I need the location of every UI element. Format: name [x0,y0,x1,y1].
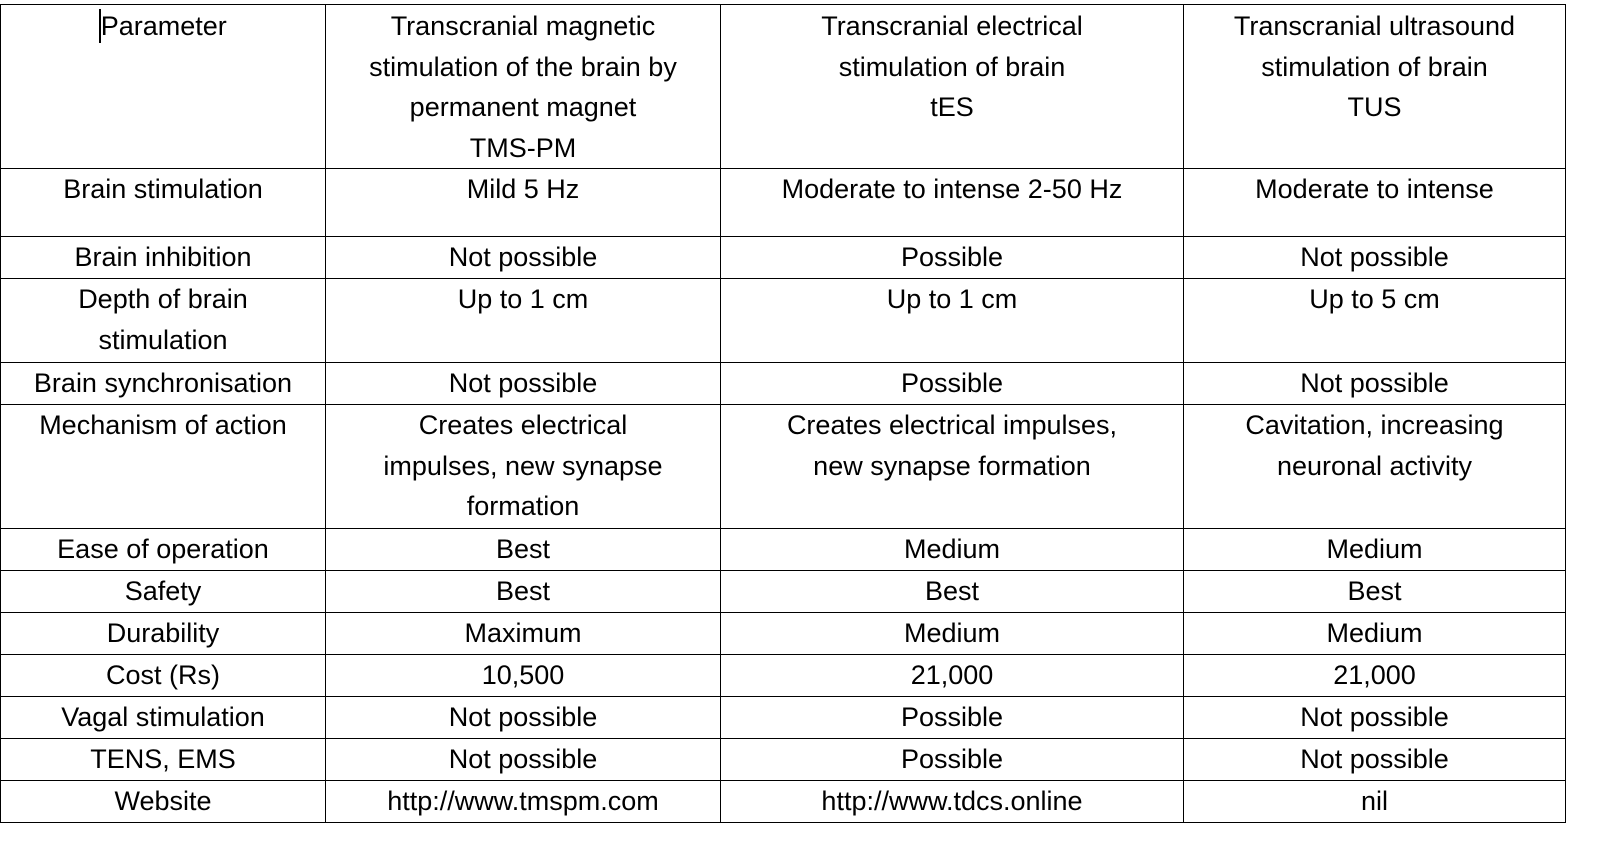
cell-line: Medium [903,534,1001,564]
cell-line: Best [495,576,551,606]
cell-line: Medium [1326,618,1423,648]
table-cell[interactable] [1184,237,1566,279]
table-row [1,279,1566,363]
table-cell[interactable] [721,739,1184,781]
cell-line: Mild 5 Hz [466,174,580,204]
cell-line: Not possible [1300,744,1449,774]
cell-line: Best [1347,576,1402,606]
table-row [1,169,1566,237]
table-cell[interactable] [1184,655,1566,697]
cell-line: new synapse formation [813,450,1091,481]
cell-line: Not possible [448,368,598,398]
table-cell[interactable] [721,169,1184,237]
table-cell[interactable] [1,781,326,823]
cell-line: Maximum [464,618,582,648]
table-cell[interactable] [1184,739,1566,781]
cell-line: http://www.tmspm.com [387,786,659,816]
header-line: tES [930,92,974,122]
table-cell[interactable] [721,279,1184,363]
cell-line: Moderate to intense 2-50 Hz [781,174,1123,204]
table-cell[interactable] [1,655,326,697]
cell-line: stimulation [98,324,228,355]
table-cell[interactable] [326,279,721,363]
cell-line: Mechanism of action [39,410,287,440]
table-cell[interactable] [1184,697,1566,739]
table-cell[interactable] [326,739,721,781]
table-row [1,363,1566,405]
cell-line: Cavitation, increasing [1245,410,1504,440]
table-cell[interactable] [1,363,326,405]
cell-line: Up to 1 cm [886,284,1018,314]
cell-line: nil [1360,786,1388,816]
cell-line: Medium [1326,534,1423,564]
cell-line: Durability [106,618,220,648]
table-cell[interactable] [1,169,326,237]
cell-line: Up to 1 cm [457,284,589,314]
table-row [1,405,1566,529]
table-cell[interactable] [326,613,721,655]
cell-line: Not possible [448,242,598,272]
header-line: Transcranial ultrasound [1233,11,1516,41]
header-line: Transcranial magnetic [390,11,656,41]
cell-line: Not possible [1300,242,1449,272]
cell-line: Cost (Rs) [106,660,220,690]
header-cell-tms-pm[interactable] [326,5,721,169]
table-cell[interactable] [1,237,326,279]
cell-line: Brain stimulation [63,174,263,204]
header-line: TUS [1347,92,1402,122]
table-cell[interactable] [1184,279,1566,363]
cell-line: Not possible [1300,702,1449,732]
header-parameter-label: Parameter [100,11,227,41]
table-cell[interactable] [721,613,1184,655]
table-cell[interactable] [326,529,721,571]
cell-line: Not possible [1300,368,1449,398]
table-header [1,5,1566,169]
table-cell[interactable] [326,237,721,279]
table-row [1,571,1566,613]
table-cell[interactable] [1184,169,1566,237]
table-cell[interactable] [326,405,721,529]
cell-line: Vagal stimulation [61,702,265,732]
table-cell[interactable] [1184,529,1566,571]
cell-line: Creates electrical impulses, [786,410,1118,440]
cell-line: Moderate to intense [1255,174,1494,204]
cell-line: http://www.tdcs.online [821,786,1083,816]
table-cell[interactable] [1184,363,1566,405]
table-cell[interactable] [1,405,326,529]
cell-line: Ease of operation [57,534,269,564]
table-cell[interactable] [1184,781,1566,823]
cell-line: 21,000 [1333,660,1416,690]
table-cell[interactable] [1184,405,1566,529]
header-cell-tes[interactable] [721,5,1184,169]
header-line: permanent magnet [409,92,637,122]
header-line: TMS-PM [469,132,577,163]
table-cell[interactable] [1,739,326,781]
table-cell[interactable] [1184,571,1566,613]
table-cell[interactable] [721,529,1184,571]
cell-line: formation [466,491,580,521]
cell-line: 21,000 [910,660,994,690]
cell-line: Brain inhibition [74,242,252,272]
table-row [1,697,1566,739]
cell-line: TENS, EMS [90,744,236,774]
table-row [1,655,1566,697]
cell-line: Website [114,786,212,816]
table-cell[interactable] [721,363,1184,405]
cell-line: Possible [900,702,1004,732]
table-cell[interactable] [1,279,326,363]
table-row [1,237,1566,279]
cell-line: 10,500 [481,660,565,690]
cell-line: Possible [900,744,1004,774]
table-cell[interactable] [721,571,1184,613]
table-cell[interactable] [1,613,326,655]
header-line: stimulation of brain [1261,51,1488,82]
cell-line: Possible [900,368,1004,398]
cell-line: Safety [124,576,202,606]
table-cell[interactable] [1,571,326,613]
table-cell[interactable] [1,529,326,571]
cell-line: Depth of brain [78,284,248,314]
cell-line: Not possible [448,702,598,732]
table-cell[interactable] [326,781,721,823]
table-row [1,781,1566,823]
table-cell[interactable] [1,697,326,739]
comparison-table [0,4,1566,823]
table-cell[interactable] [326,169,721,237]
cell-line: Best [924,576,980,606]
header-line: Transcranial electrical [821,11,1083,41]
table-row [1,739,1566,781]
table-cell[interactable] [326,655,721,697]
header-line: stimulation of the brain by [369,51,677,82]
table-cell[interactable] [326,571,721,613]
table-cell[interactable] [721,237,1184,279]
cell-line: Brain synchronisation [33,368,293,398]
cell-line: Possible [900,242,1004,272]
cell-line: Creates electrical [418,410,628,440]
cell-line: Up to 5 cm [1309,284,1440,314]
table-cell[interactable] [721,697,1184,739]
cell-line: impulses, new synapse [383,450,663,481]
table-cell[interactable] [326,363,721,405]
table-cell[interactable] [1184,613,1566,655]
table-body [1,169,1566,823]
table-row [1,613,1566,655]
table-cell[interactable] [721,781,1184,823]
table-cell[interactable] [721,655,1184,697]
header-cell-tus[interactable] [1184,5,1566,169]
header-cell-parameter[interactable] [1,5,326,169]
cell-line: Best [495,534,551,564]
table-cell[interactable] [326,697,721,739]
header-line: stimulation of brain [838,51,1066,82]
cell-line: Not possible [448,744,598,774]
cell-line: neuronal activity [1276,450,1473,481]
table-cell[interactable] [721,405,1184,529]
table-row [1,529,1566,571]
cell-line: Medium [903,618,1001,648]
header-row [1,5,1566,169]
